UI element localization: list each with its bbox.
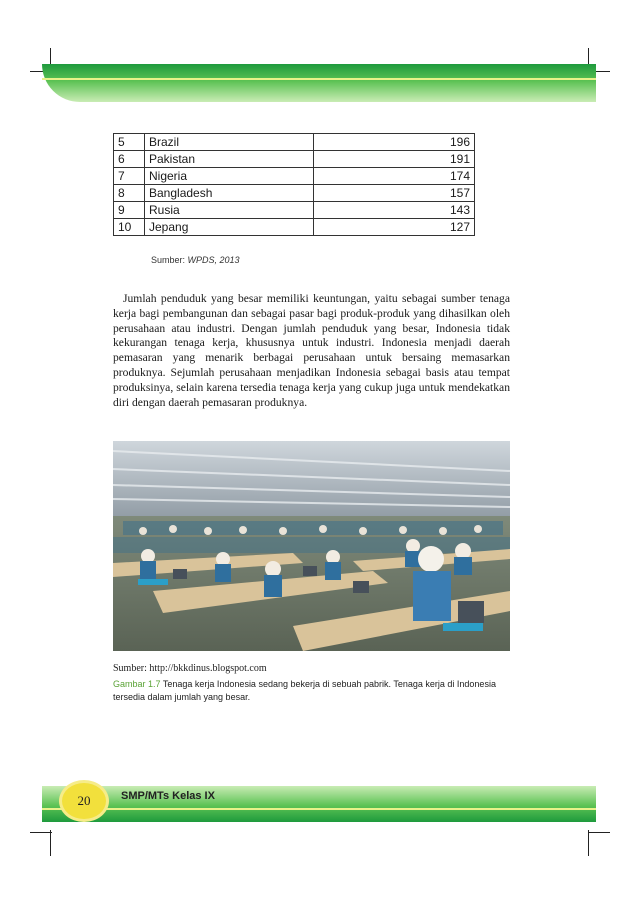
figure-source: Sumber: http://bkkdinus.blogspot.com [113, 663, 267, 674]
country-name: Nigeria [145, 168, 314, 185]
population-value: 174 [314, 168, 475, 185]
rank-number: 10 [114, 219, 145, 236]
figure-caption-text: Tenaga kerja Indonesia sedang bekerja di sebuah pabrik. Tenaga kerja di Indonesia tersedia dalam jumlah yang besar. [113, 679, 496, 702]
rank-number: 7 [114, 168, 145, 185]
figure-caption [113, 678, 510, 704]
population-value: 157 [314, 185, 475, 202]
crop-mark [30, 832, 52, 833]
population-value: 196 [314, 134, 475, 151]
body-paragraph: Jumlah penduduk yang besar memiliki keuntungan, yaitu sebagai sumber tenaga kerja bagi pembangunan dan sebagai pasar bagi produk-produk yang dihasilkan oleh perusahaan atau industri. Dengan jumlah penduduk yang besar, Indonesia tidak kekurangan tenaga kerja, khususnya untuk industri. Indonesia menjadi daerah pemasaran yang menarik berbagai perusahaan untuk bersaing memasarkan produknya. Sejumlah perusahaan menjadikan Indonesia sebagai basis atau tempat produksinya, selain karena tersedia tenaga kerja yang cukup juga untuk mendekatkan diri dengan daerah pemasaran produknya. [113, 292, 510, 409]
table-source: Sumber: WPDS, 2013 [151, 255, 240, 265]
crop-mark [588, 832, 610, 833]
table-row [114, 134, 475, 151]
country-name: Brazil [145, 134, 314, 151]
table-row [114, 168, 475, 185]
country-name: Bangladesh [145, 185, 314, 202]
rank-number: 6 [114, 151, 145, 168]
book-title: SMP/MTs Kelas IX [121, 790, 215, 802]
header-band [42, 64, 596, 102]
population-table [113, 133, 475, 236]
page-number: 20 [62, 783, 106, 819]
rank-number: 9 [114, 202, 145, 219]
country-name: Pakistan [145, 151, 314, 168]
figure-label: Gambar 1.7 [113, 679, 161, 689]
population-value: 143 [314, 202, 475, 219]
crop-mark [588, 830, 589, 856]
population-value: 191 [314, 151, 475, 168]
country-name: Rusia [145, 202, 314, 219]
rank-number: 8 [114, 185, 145, 202]
table-row [114, 151, 475, 168]
crop-mark [50, 830, 51, 856]
rank-number: 5 [114, 134, 145, 151]
country-name: Jepang [145, 219, 314, 236]
table-row [114, 219, 475, 236]
table-row [114, 185, 475, 202]
factory-photo [113, 441, 510, 651]
table-row [114, 202, 475, 219]
population-value: 127 [314, 219, 475, 236]
